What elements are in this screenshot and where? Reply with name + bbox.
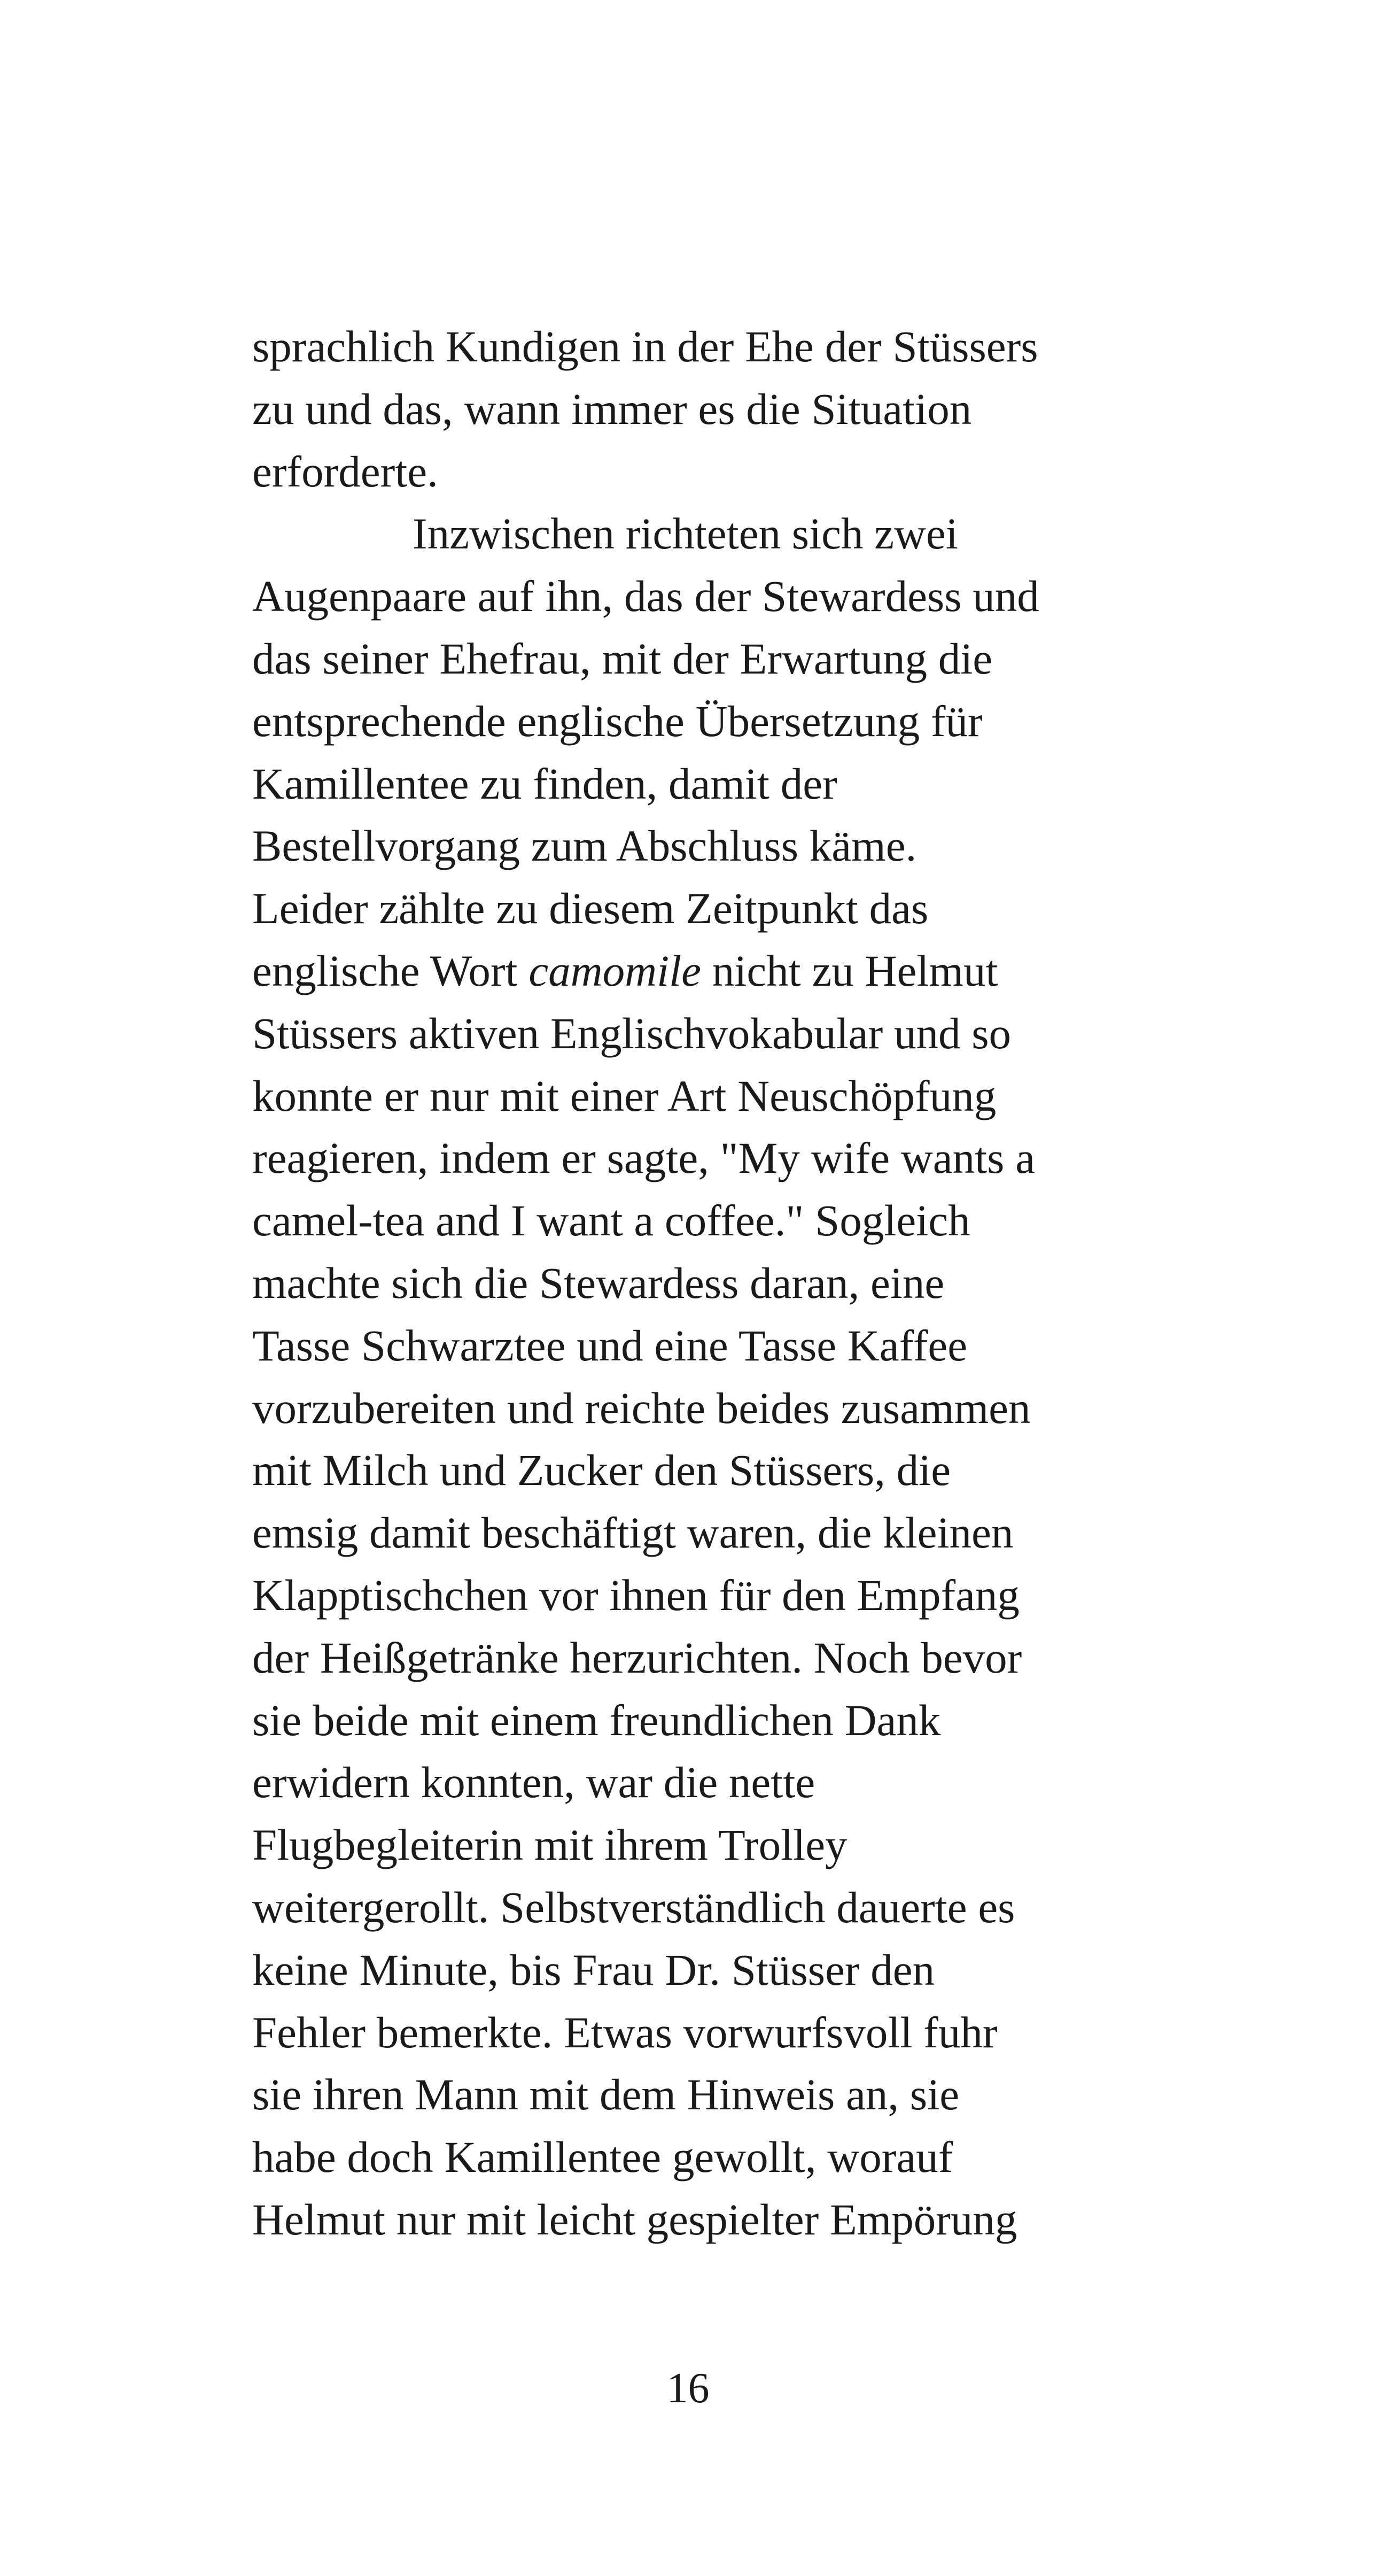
- text-line: [252, 2063, 1150, 2126]
- italic-word: camomile: [528, 946, 702, 995]
- text-segment: Helmut nur mit leicht gespielter Empörung: [252, 2194, 1017, 2244]
- text-line: [252, 1314, 1150, 1377]
- text-segment: Fehler bemerkte. Etwas vorwurfsvoll fuhr: [252, 2007, 998, 2057]
- text-line: [252, 1252, 1150, 1314]
- text-segment: Inzwischen richteten sich zwei: [413, 509, 958, 559]
- text-line: [252, 1502, 1150, 1564]
- text-line: [252, 815, 1150, 877]
- text-line: [252, 1189, 1150, 1252]
- text-line: [252, 378, 1150, 440]
- text-line: [252, 565, 1150, 628]
- text-line: [252, 940, 1150, 1002]
- text-segment: das seiner Ehefrau, mit der Erwartung die: [252, 633, 993, 683]
- text-segment: zu und das, wann immer es die Situation: [252, 384, 972, 434]
- text-segment: emsig damit beschäftigt waren, die kleinen: [252, 1508, 1014, 1558]
- text-line: [252, 753, 1150, 815]
- text-segment: mit Milch und Zucker den Stüssers, die: [252, 1445, 951, 1495]
- text-segment: erforderte.: [252, 446, 438, 496]
- text-line: [252, 502, 1150, 565]
- text-line: [252, 1564, 1150, 1627]
- text-segment: Stüssers aktiven Englischvokabular und so: [252, 1008, 1012, 1058]
- text-segment: sie beide mit einem freundlichen Dank: [252, 1695, 941, 1745]
- text-line: [252, 1377, 1150, 1440]
- text-segment: entsprechende englische Übersetzung für: [252, 696, 983, 746]
- text-line: [252, 440, 1150, 503]
- page-number: 16: [666, 2365, 710, 2412]
- text-line: [252, 1439, 1150, 1502]
- text-segment: Augenpaare auf ihn, das der Stewardess und: [252, 571, 1039, 621]
- text-line: [252, 1065, 1150, 1127]
- text-segment: reagieren, indem er sagte, "My wife wants a: [252, 1133, 1036, 1183]
- text-segment: keine Minute, bis Frau Dr. Stüsser den: [252, 1945, 935, 1994]
- text-segment: vorzubereiten und reichte beides zusammen: [252, 1383, 1031, 1433]
- text-line: [252, 877, 1150, 940]
- text-line: [252, 1002, 1150, 1065]
- text-segment: camel-tea and I want a coffee." Sogleich: [252, 1196, 970, 1246]
- text-segment: Flugbegleiterin mit ihrem Trolley: [252, 1820, 848, 1870]
- text-segment: Klapptischchen vor ihnen für den Empfang: [252, 1570, 1020, 1620]
- text-line: [252, 1876, 1150, 1939]
- text-segment: Tasse Schwarztee und eine Tasse Kaffee: [252, 1320, 968, 1370]
- text-line: [252, 2001, 1150, 2064]
- text-segment: sie ihren Mann mit dem Hinweis an, sie: [252, 2070, 960, 2119]
- text-segment: machte sich die Stewardess daran, eine: [252, 1258, 945, 1308]
- text-segment: Kamillentee zu finden, damit der: [252, 759, 837, 808]
- text-segment: konnte er nur mit einer Art Neuschöpfung: [252, 1071, 997, 1120]
- text-segment: erwidern konnten, war die nette: [252, 1758, 815, 1807]
- text-segment: englische Wort: [252, 946, 529, 995]
- text-line: [252, 1751, 1150, 1814]
- text-line: [252, 1127, 1150, 1189]
- text-segment: sprachlich Kundigen in der Ehe der Stüssers: [252, 322, 1038, 371]
- text-segment: habe doch Kamillentee gewollt, worauf: [252, 2132, 953, 2182]
- text-line: [252, 1689, 1150, 1752]
- text-segment: weitergerollt. Selbstverständlich dauerte es: [252, 1882, 1015, 1932]
- text-line: [252, 2126, 1150, 2188]
- text-line: [252, 628, 1150, 690]
- text-line: [252, 315, 1150, 378]
- text-line: [252, 1939, 1150, 2001]
- body-text: [252, 315, 1150, 2251]
- text-segment: nicht zu Helmut: [701, 946, 998, 995]
- text-line: [252, 1627, 1150, 1689]
- text-line: [252, 2188, 1150, 2251]
- text-segment: Leider zählte zu diesem Zeitpunkt das: [252, 884, 929, 933]
- text-segment: Bestellvorgang zum Abschluss käme.: [252, 821, 917, 871]
- text-line: [252, 690, 1150, 753]
- text-segment: der Heißgetränke herzurichten. Noch bevor: [252, 1633, 1022, 1682]
- text-line: [252, 1814, 1150, 1876]
